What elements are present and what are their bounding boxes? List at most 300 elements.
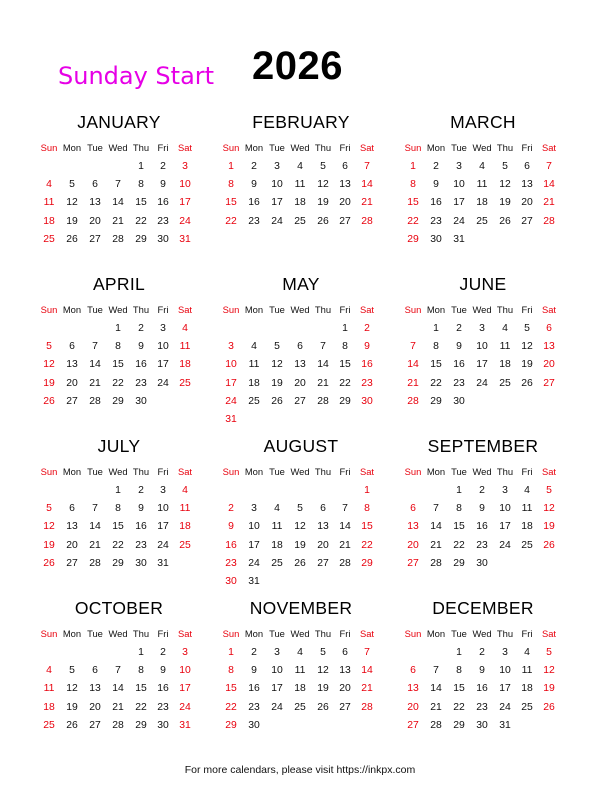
day-cell: 25	[499, 377, 511, 389]
day-cell: 2	[251, 647, 257, 658]
day-cell: 30	[361, 395, 373, 407]
weekday-label: Thu	[496, 466, 514, 477]
weekday-label: Fri	[521, 628, 533, 639]
weekday-header-row	[402, 138, 564, 158]
month-name: JANUARY	[77, 112, 161, 132]
day-cell: 22	[135, 215, 147, 227]
week-row	[38, 176, 200, 194]
day-cell: 15	[430, 359, 442, 371]
day-cell: 19	[294, 539, 306, 551]
day-cell: 6	[410, 503, 416, 515]
day-cell: 8	[228, 179, 234, 191]
empty-day-cell	[402, 482, 424, 500]
day-cell: 24	[179, 701, 191, 713]
day-cell: 30	[157, 233, 169, 245]
day-cell: 20	[521, 197, 533, 209]
week-row	[220, 717, 382, 735]
weekday-label: Wed	[472, 628, 492, 639]
month-name: SEPTEMBER	[427, 436, 539, 456]
week-row	[220, 375, 382, 393]
week-row	[220, 662, 382, 680]
empty-day-cell	[84, 644, 106, 662]
day-cell: 21	[89, 377, 101, 389]
day-cell: 26	[317, 215, 329, 227]
day-cell: 8	[115, 341, 121, 353]
day-cell: 6	[410, 665, 416, 677]
day-cell: 22	[339, 377, 351, 389]
week-row	[220, 158, 382, 176]
day-cell: 29	[112, 557, 124, 569]
month-name: MARCH	[450, 112, 516, 132]
day-cell: 10	[157, 341, 169, 353]
weekday-label: Tue	[451, 304, 467, 315]
week-row	[38, 537, 200, 555]
day-cell: 12	[521, 341, 533, 353]
empty-day-cell	[538, 393, 560, 411]
day-cell: 25	[476, 215, 488, 227]
day-cell: 2	[433, 161, 439, 172]
day-cell: 5	[524, 323, 530, 334]
day-cell: 25	[179, 377, 191, 389]
day-cell: 12	[43, 359, 55, 371]
weekday-header-row	[38, 138, 200, 158]
week-row	[220, 356, 382, 374]
empty-day-cell	[220, 482, 242, 500]
weekday-header-row	[220, 624, 382, 644]
week-row	[38, 662, 200, 680]
day-cell: 28	[430, 557, 442, 569]
day-cell: 1	[115, 485, 121, 496]
day-cell: 20	[66, 539, 78, 551]
empty-day-cell	[152, 393, 174, 411]
day-cell: 16	[476, 683, 488, 695]
weekday-label: Mon	[426, 628, 446, 639]
weekday-header-row	[220, 138, 382, 158]
day-cell: 1	[364, 485, 370, 496]
day-cell: 19	[543, 521, 555, 533]
week-row	[220, 411, 382, 429]
day-cell: 17	[179, 683, 191, 695]
week-row	[220, 555, 382, 573]
calendar-year: 2026	[252, 44, 343, 88]
day-cell: 16	[430, 197, 442, 209]
day-cell: 5	[502, 161, 508, 172]
weekday-label: Fri	[521, 466, 533, 477]
day-cell: 7	[92, 341, 98, 353]
day-cell: 2	[456, 323, 462, 334]
weekday-label: Sat	[541, 304, 557, 315]
day-cell: 19	[43, 539, 55, 551]
day-cell: 27	[89, 233, 101, 245]
weekday-label: Thu	[496, 142, 514, 153]
day-cell: 13	[317, 521, 329, 533]
empty-day-cell	[266, 482, 288, 500]
day-cell: 24	[476, 377, 488, 389]
day-cell: 2	[160, 647, 166, 658]
day-cell: 10	[499, 503, 511, 515]
day-cell: 1	[342, 323, 348, 334]
week-row	[38, 680, 200, 698]
weekday-label: Wed	[290, 304, 310, 315]
day-cell: 27	[66, 557, 78, 569]
day-cell: 18	[43, 701, 55, 713]
weekday-label: Sun	[404, 304, 422, 315]
empty-day-cell	[424, 644, 448, 662]
day-cell: 28	[89, 557, 101, 569]
weekday-label: Sat	[359, 304, 375, 315]
day-cell: 27	[521, 215, 533, 227]
weekday-label: Sat	[177, 628, 193, 639]
weekday-label: Tue	[269, 304, 285, 315]
weekday-label: Mon	[62, 628, 82, 639]
footer-note: For more calendars, please visit https://inkpx.com	[184, 764, 416, 776]
weekday-label: Tue	[87, 628, 103, 639]
day-cell: 24	[271, 215, 283, 227]
weekday-label: Mon	[62, 466, 82, 477]
week-row	[38, 194, 200, 212]
empty-day-cell	[38, 644, 60, 662]
day-cell: 4	[297, 161, 303, 172]
empty-day-cell	[312, 717, 334, 735]
day-cell: 12	[43, 521, 55, 533]
weekday-label: Sun	[404, 628, 422, 639]
day-cell: 15	[407, 197, 419, 209]
day-cell: 7	[433, 665, 439, 677]
day-cell: 22	[112, 377, 124, 389]
day-cell: 15	[225, 197, 237, 209]
day-cell: 15	[361, 521, 373, 533]
day-cell: 11	[43, 683, 55, 695]
weekday-label: Fri	[157, 628, 169, 639]
day-cell: 4	[479, 161, 485, 172]
day-cell: 31	[248, 575, 260, 587]
empty-day-cell	[266, 717, 288, 735]
day-cell: 22	[407, 215, 419, 227]
day-cell: 14	[361, 179, 373, 191]
day-cell: 16	[361, 359, 373, 371]
empty-day-cell	[106, 158, 130, 176]
empty-day-cell	[84, 320, 106, 338]
month-december	[402, 596, 564, 735]
day-cell: 28	[430, 719, 442, 731]
weekday-label: Mon	[244, 142, 264, 153]
day-cell: 12	[499, 179, 511, 191]
day-cell: 24	[499, 701, 511, 713]
empty-day-cell	[334, 411, 356, 429]
empty-day-cell	[84, 482, 106, 500]
day-cell: 2	[364, 323, 370, 334]
weekday-label: Thu	[314, 142, 332, 153]
week-row	[38, 699, 200, 717]
month-name: AUGUST	[263, 436, 339, 456]
day-cell: 27	[294, 395, 306, 407]
day-cell: 13	[521, 179, 533, 191]
day-cell: 29	[430, 395, 442, 407]
month-name: JUNE	[459, 274, 507, 294]
day-cell: 13	[66, 521, 78, 533]
day-cell: 30	[476, 719, 488, 731]
day-cell: 11	[179, 341, 191, 353]
day-cell: 2	[479, 485, 485, 496]
day-cell: 26	[43, 557, 55, 569]
day-cell: 11	[294, 179, 306, 191]
weekday-header-row	[402, 624, 564, 644]
day-cell: 20	[66, 377, 78, 389]
day-cell: 14	[361, 665, 373, 677]
day-cell: 24	[248, 557, 260, 569]
weekday-label: Mon	[244, 628, 264, 639]
week-row	[402, 375, 564, 393]
day-cell: 7	[546, 161, 552, 172]
day-cell: 12	[294, 521, 306, 533]
day-cell: 26	[66, 719, 78, 731]
day-cell: 4	[524, 485, 530, 496]
day-cell: 16	[135, 521, 147, 533]
day-cell: 14	[339, 521, 351, 533]
weekday-label: Sun	[404, 466, 422, 477]
week-row	[220, 680, 382, 698]
empty-day-cell	[60, 158, 84, 176]
empty-day-cell	[312, 482, 334, 500]
week-row	[38, 320, 200, 338]
day-cell: 14	[317, 359, 329, 371]
day-cell: 3	[456, 161, 462, 172]
day-cell: 14	[430, 683, 442, 695]
week-row	[220, 320, 382, 338]
day-cell: 10	[271, 179, 283, 191]
day-cell: 8	[138, 665, 144, 677]
weekday-label: Tue	[87, 466, 103, 477]
day-cell: 25	[294, 215, 306, 227]
weekday-label: Fri	[339, 628, 351, 639]
week-row	[402, 393, 564, 411]
empty-day-cell	[288, 573, 312, 591]
day-cell: 7	[92, 503, 98, 515]
day-cell: 7	[364, 161, 370, 172]
day-cell: 24	[157, 539, 169, 551]
day-cell: 29	[135, 719, 147, 731]
day-cell: 12	[543, 503, 555, 515]
day-cell: 19	[271, 377, 283, 389]
weekday-label: Wed	[472, 304, 492, 315]
day-cell: 17	[248, 539, 260, 551]
week-row	[38, 393, 200, 411]
day-cell: 9	[228, 521, 234, 533]
day-cell: 24	[225, 395, 237, 407]
day-cell: 4	[46, 179, 52, 191]
day-cell: 1	[115, 323, 121, 334]
weekday-label: Fri	[339, 466, 351, 477]
weekday-label: Thu	[314, 628, 332, 639]
weekday-label: Thu	[314, 304, 332, 315]
month-name: APRIL	[92, 274, 146, 294]
weekday-label: Fri	[521, 304, 533, 315]
weekday-label: Fri	[157, 466, 169, 477]
week-row	[38, 482, 200, 500]
empty-day-cell	[174, 555, 196, 573]
weekday-label: Wed	[472, 142, 492, 153]
weekday-label: Tue	[87, 142, 103, 153]
day-cell: 26	[499, 215, 511, 227]
day-cell: 19	[521, 359, 533, 371]
week-row	[220, 699, 382, 717]
day-cell: 13	[339, 179, 351, 191]
day-cell: 22	[225, 701, 237, 713]
day-cell: 3	[274, 161, 280, 172]
day-cell: 2	[160, 161, 166, 172]
week-row	[38, 717, 200, 735]
empty-day-cell	[242, 320, 266, 338]
day-cell: 9	[251, 179, 257, 191]
day-cell: 12	[543, 665, 555, 677]
day-cell: 15	[112, 521, 124, 533]
day-cell: 18	[476, 197, 488, 209]
day-cell: 31	[225, 413, 237, 425]
empty-day-cell	[538, 231, 560, 249]
empty-day-cell	[288, 482, 312, 500]
day-cell: 1	[138, 647, 144, 658]
day-cell: 19	[43, 377, 55, 389]
day-cell: 29	[135, 233, 147, 245]
month-name: MAY	[282, 274, 320, 294]
day-cell: 9	[456, 341, 462, 353]
weekday-label: Mon	[62, 304, 82, 315]
weekday-label: Sun	[40, 142, 58, 153]
day-cell: 25	[521, 539, 533, 551]
day-cell: 8	[228, 665, 234, 677]
empty-day-cell	[516, 717, 538, 735]
day-cell: 27	[89, 719, 101, 731]
day-cell: 3	[182, 647, 188, 658]
day-cell: 22	[453, 539, 465, 551]
day-cell: 6	[342, 161, 348, 172]
week-row	[402, 662, 564, 680]
day-cell: 9	[479, 503, 485, 515]
day-cell: 23	[361, 377, 373, 389]
day-cell: 8	[342, 341, 348, 353]
day-cell: 9	[160, 179, 166, 191]
day-cell: 30	[157, 719, 169, 731]
week-row	[402, 158, 564, 176]
day-cell: 18	[294, 683, 306, 695]
day-cell: 31	[499, 719, 511, 731]
month-july	[38, 434, 200, 573]
week-row	[38, 356, 200, 374]
empty-day-cell	[288, 717, 312, 735]
day-cell: 26	[66, 233, 78, 245]
weekday-label: Thu	[132, 466, 150, 477]
day-cell: 8	[364, 503, 370, 515]
day-cell: 18	[499, 359, 511, 371]
day-cell: 3	[502, 647, 508, 658]
day-cell: 29	[112, 395, 124, 407]
day-cell: 31	[179, 233, 191, 245]
empty-day-cell	[424, 482, 448, 500]
day-cell: 20	[89, 215, 101, 227]
weekday-label: Sat	[541, 466, 557, 477]
day-cell: 13	[89, 683, 101, 695]
day-cell: 23	[135, 377, 147, 389]
day-cell: 17	[499, 521, 511, 533]
day-cell: 24	[453, 215, 465, 227]
day-cell: 11	[499, 341, 511, 353]
day-cell: 11	[271, 521, 283, 533]
day-cell: 4	[46, 665, 52, 677]
empty-day-cell	[84, 158, 106, 176]
month-name: NOVEMBER	[249, 598, 353, 618]
weekday-label: Fri	[339, 142, 351, 153]
month-september	[402, 434, 564, 573]
empty-day-cell	[470, 231, 494, 249]
week-row	[402, 194, 564, 212]
day-cell: 11	[476, 179, 488, 191]
day-cell: 29	[407, 233, 419, 245]
day-cell: 22	[135, 701, 147, 713]
weekday-label: Thu	[496, 628, 514, 639]
day-cell: 18	[248, 377, 260, 389]
day-cell: 2	[251, 161, 257, 172]
month-name: DECEMBER	[432, 598, 534, 618]
weekday-label: Mon	[426, 142, 446, 153]
day-cell: 23	[430, 215, 442, 227]
day-cell: 6	[320, 503, 326, 515]
day-cell: 23	[157, 701, 169, 713]
weekday-label: Tue	[451, 466, 467, 477]
day-cell: 16	[225, 539, 237, 551]
month-name: JULY	[97, 436, 141, 456]
day-cell: 18	[179, 521, 191, 533]
weekday-header-row	[38, 462, 200, 482]
day-cell: 16	[135, 359, 147, 371]
day-cell: 3	[160, 485, 166, 496]
weekday-label: Sat	[359, 628, 375, 639]
day-cell: 12	[317, 179, 329, 191]
day-cell: 17	[157, 359, 169, 371]
weekday-label: Tue	[269, 466, 285, 477]
day-cell: 28	[361, 215, 373, 227]
day-cell: 6	[297, 341, 303, 353]
day-cell: 19	[66, 701, 78, 713]
day-cell: 26	[43, 395, 55, 407]
day-cell: 17	[271, 197, 283, 209]
weekday-label: Wed	[108, 628, 128, 639]
day-cell: 20	[317, 539, 329, 551]
day-cell: 30	[430, 233, 442, 245]
week-row	[220, 338, 382, 356]
day-cell: 17	[157, 521, 169, 533]
weekday-label: Thu	[132, 628, 150, 639]
weekday-label: Wed	[290, 466, 310, 477]
weekday-label: Wed	[108, 142, 128, 153]
day-cell: 23	[135, 539, 147, 551]
week-row	[38, 231, 200, 249]
weekday-label: Fri	[157, 304, 169, 315]
empty-day-cell	[516, 555, 538, 573]
day-cell: 14	[112, 197, 124, 209]
day-cell: 14	[407, 359, 419, 371]
day-cell: 10	[225, 359, 237, 371]
day-cell: 25	[43, 719, 55, 731]
weekday-label: Wed	[108, 466, 128, 477]
weekday-label: Tue	[87, 304, 103, 315]
week-row	[402, 356, 564, 374]
day-cell: 14	[89, 359, 101, 371]
day-cell: 3	[182, 161, 188, 172]
empty-day-cell	[266, 573, 288, 591]
weekday-header-row	[220, 462, 382, 482]
day-cell: 1	[138, 161, 144, 172]
day-cell: 26	[271, 395, 283, 407]
